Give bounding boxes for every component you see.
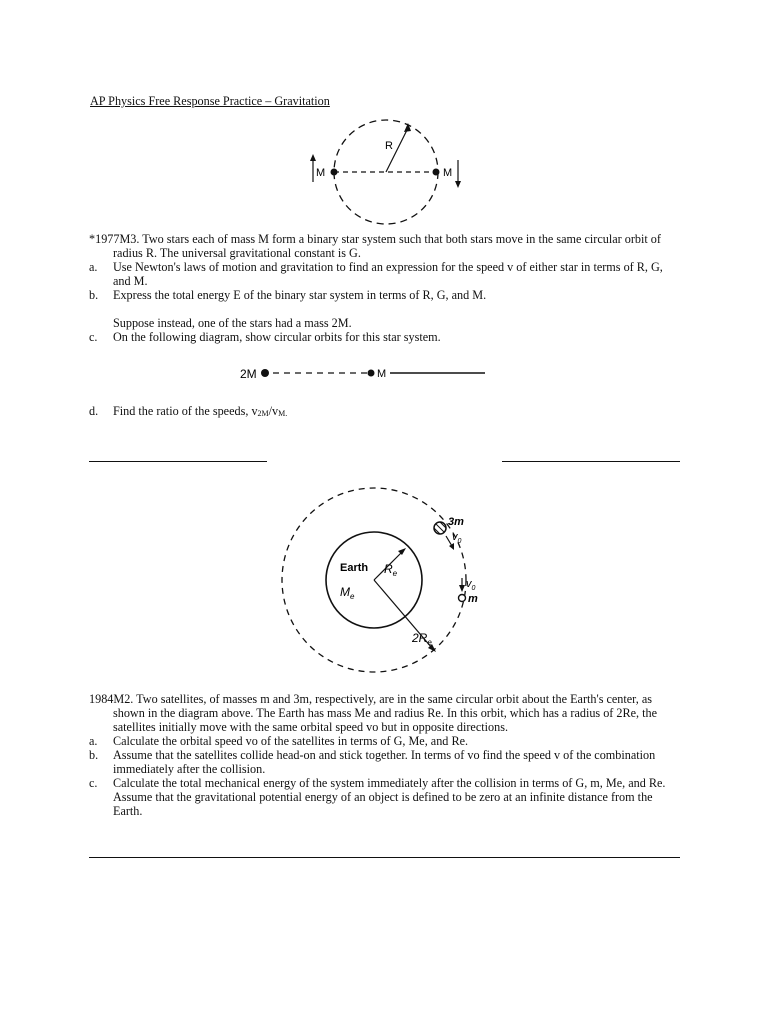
question-intro: *1977M3. Two stars each of mass M form a binary star system such that both stars move in the same circular orbit of radius R. The universal gravitational constant is G.: [89, 232, 661, 260]
ratio-slash: /v: [268, 404, 279, 418]
part-c-label: c.: [89, 330, 98, 344]
q2-part-c-text: Calculate the total mechanical energy of the system immediately after the collision in terms of G, m, Me, and Re. Assume that the gravitational potential energy of an object is defined to be zero at an infinite distance from the Earth.: [113, 776, 666, 818]
mass-label-right: M: [443, 167, 453, 179]
star-left: [331, 169, 338, 176]
re-label: $R_e$: [384, 562, 398, 578]
earth-radius-arrowhead: [398, 548, 406, 555]
me-label: $M_e$: [340, 585, 355, 601]
part-c: [89, 330, 683, 344]
page-title: AP Physics Free Response Practice – Gravitation: [90, 94, 330, 108]
bottom-separator: [89, 857, 680, 858]
v0-label-a: $v_0$: [452, 531, 462, 545]
label-2M: 2M: [240, 367, 257, 381]
part-d: [89, 404, 683, 418]
mass-m-label: m: [468, 593, 478, 605]
star-right: [433, 169, 440, 176]
suppose-text: Suppose instead, one of the stars had a mass 2M.: [113, 316, 352, 330]
mass-3m-label: 3m: [448, 516, 464, 528]
binary-star-figure: [300, 108, 480, 228]
part-a-text: Use Newton's laws of motion and gravitation to find an expression for the speed v of either star in terms of R, G, and M.: [113, 260, 663, 288]
label-M: M: [377, 368, 387, 380]
separator-right: [502, 461, 680, 462]
two-re-label: $2R_e$: [412, 631, 432, 647]
q2-part-b-text: Assume that the satellites collide head-on and stick together. In terms of vo find the speed v of the combination immediately after the collision.: [113, 748, 656, 776]
two-star-figure: [235, 360, 535, 390]
q2-part-b: [89, 748, 683, 776]
radius-label: R: [385, 140, 393, 152]
question-1984M2: [89, 692, 683, 818]
q2-part-c: [89, 776, 683, 818]
question2-intro: 1984M2. Two satellites, of masses m and 3m, respectively, are in the same circular orbit about the Earth's center, as shown in the diagram above. The Earth has mass Me and radius Re. In this orbit, which has a radius of 2Re, the satellites initially move with the same orbital speed vo but in opposite directions.: [89, 692, 658, 734]
ratio-v: v: [251, 404, 258, 418]
velocity-down-arrowhead: [455, 181, 461, 188]
q2-part-a-text: Calculate the orbital speed vo of the satellites in terms of G, Me, and Re.: [113, 734, 469, 748]
v0-label-b: $v_0$: [466, 578, 476, 592]
ratio-sub-M: M.: [278, 409, 288, 418]
earth-label: Earth: [340, 562, 369, 574]
part-b-label: b.: [89, 288, 99, 302]
part-d-label: d.: [89, 404, 99, 418]
part-a-label: a.: [89, 260, 98, 274]
part-a: [89, 260, 683, 288]
velocity-m-arrowhead: [459, 585, 465, 592]
q2-part-a: [89, 734, 683, 748]
question-1977M3: [89, 232, 683, 344]
part-b: [89, 288, 683, 302]
earth-satellite-figure: [270, 480, 480, 680]
q2-part-a-label: a.: [89, 734, 98, 748]
star-2M: [261, 369, 269, 377]
separator-left: [89, 461, 267, 462]
q2-part-c-label: c.: [89, 776, 98, 790]
radius-arrowhead: [404, 123, 411, 132]
satellite-m: [459, 595, 466, 602]
part-d-text: Find the ratio of the speeds,: [113, 404, 252, 418]
mass-label-left: M: [316, 167, 326, 179]
part-b-text: Express the total energy E of the binary star system in terms of R, G, and M.: [113, 288, 487, 302]
suppose-note: [89, 316, 683, 330]
ratio-sub-2M: 2M: [257, 409, 269, 418]
velocity-up-arrowhead: [310, 154, 316, 161]
star-M: [368, 370, 375, 377]
part-c-text: On the following diagram, show circular orbits for this star system.: [113, 330, 441, 344]
q2-part-b-label: b.: [89, 748, 99, 762]
